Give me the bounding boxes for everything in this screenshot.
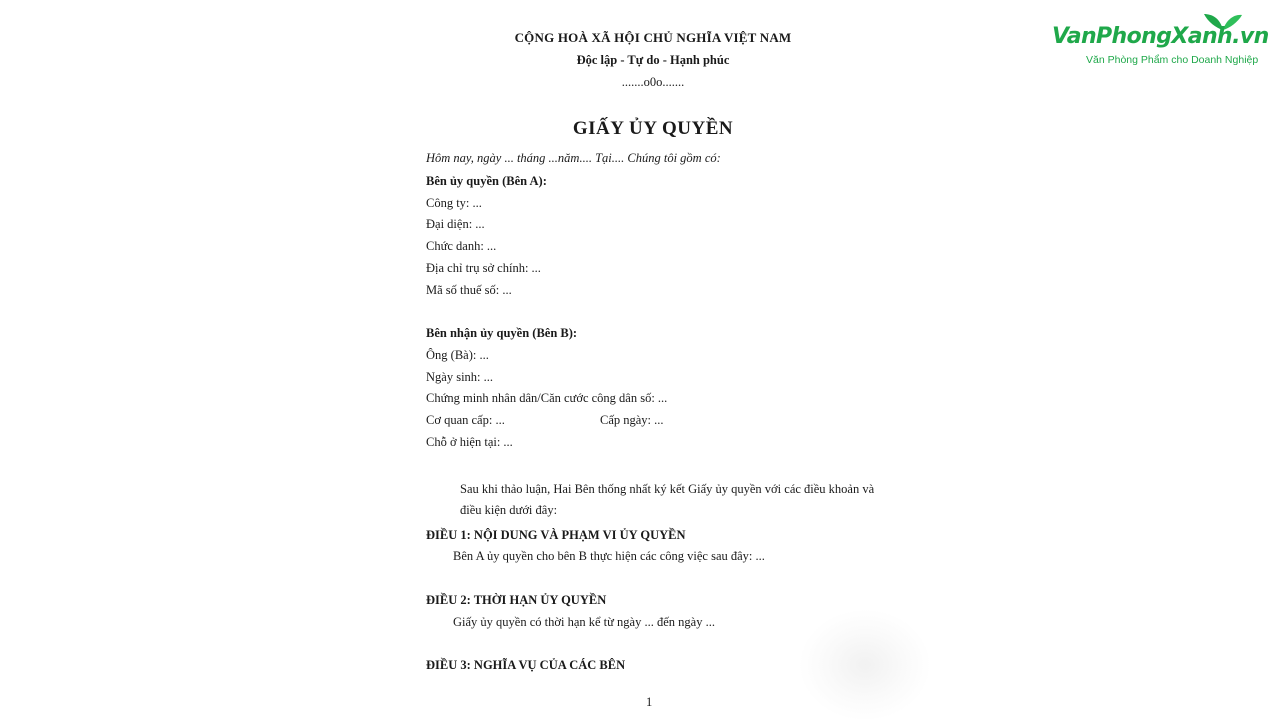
party-b-residence: Chỗ ở hiện tại: ... [426, 435, 513, 449]
agreement-line-2: điều kiện dưới đây: [460, 503, 558, 517]
party-a-company: Công ty: ... [426, 196, 482, 210]
party-b-issue-date: Cấp ngày: ... [600, 413, 664, 427]
intro-line: Hôm nay, ngày ... tháng ...năm.... Tại.... Chúng tôi gồm có: [426, 151, 721, 165]
document-title: GIẤY ỦY QUYỀN [572, 118, 734, 139]
article-3-heading: ĐIỀU 3: NGHĨA VỤ CỦA CÁC BÊN [426, 658, 626, 672]
party-b-birth-date: Ngày sinh: ... [426, 370, 494, 384]
article-2-body: Giấy ủy quyền có thời hạn kể từ ngày ... đến ngày ... [453, 615, 715, 629]
party-b-heading: Bên nhận ủy quyền (Bên B): [426, 326, 578, 340]
party-a-tax-code: Mã số thuế số: ... [426, 283, 512, 297]
article-1-heading: ĐIỀU 1: NỘI DUNG VÀ PHẠM VI ỦY QUYỀN [426, 528, 686, 542]
page-number: 1 [646, 695, 653, 709]
logo-brand: VanPhongXanh.vn [1052, 24, 1269, 49]
article-2-heading: ĐIỀU 2: THỜI HẠN ỦY QUYỀN [426, 593, 607, 607]
party-a-representative: Đại diện: ... [426, 217, 485, 231]
logo-tagline: Văn Phòng Phẩm cho Doanh Nghiệp [1086, 54, 1259, 66]
agreement-line-1: Sau khi thảo luận, Hai Bên thống nhất ký kết Giấy ủy quyền với các điều khoản và [460, 482, 875, 496]
header-separator: .......o0o....... [621, 75, 685, 89]
party-b-issuer: Cơ quan cấp: ... [426, 413, 505, 427]
party-b-id-number: Chứng minh nhân dân/Căn cước công dân số: ... [426, 391, 668, 405]
party-a-heading: Bên ủy quyền (Bên A): [426, 174, 547, 188]
scan-smudge [800, 610, 930, 720]
party-a-address: Địa chỉ trụ sở chính: ... [426, 261, 541, 275]
article-1-body: Bên A ủy quyền cho bên B thực hiện các công việc sau đây: ... [453, 549, 765, 563]
country-heading: CỘNG HOÀ XÃ HỘI CHỦ NGHĨA VIỆT NAM [514, 30, 792, 45]
motto: Độc lập - Tự do - Hạnh phúc [576, 53, 730, 67]
party-a-position: Chức danh: ... [426, 239, 497, 253]
party-b-name: Ông (Bà): ... [426, 348, 489, 362]
vanphongxanh-logo [1050, 14, 1269, 70]
